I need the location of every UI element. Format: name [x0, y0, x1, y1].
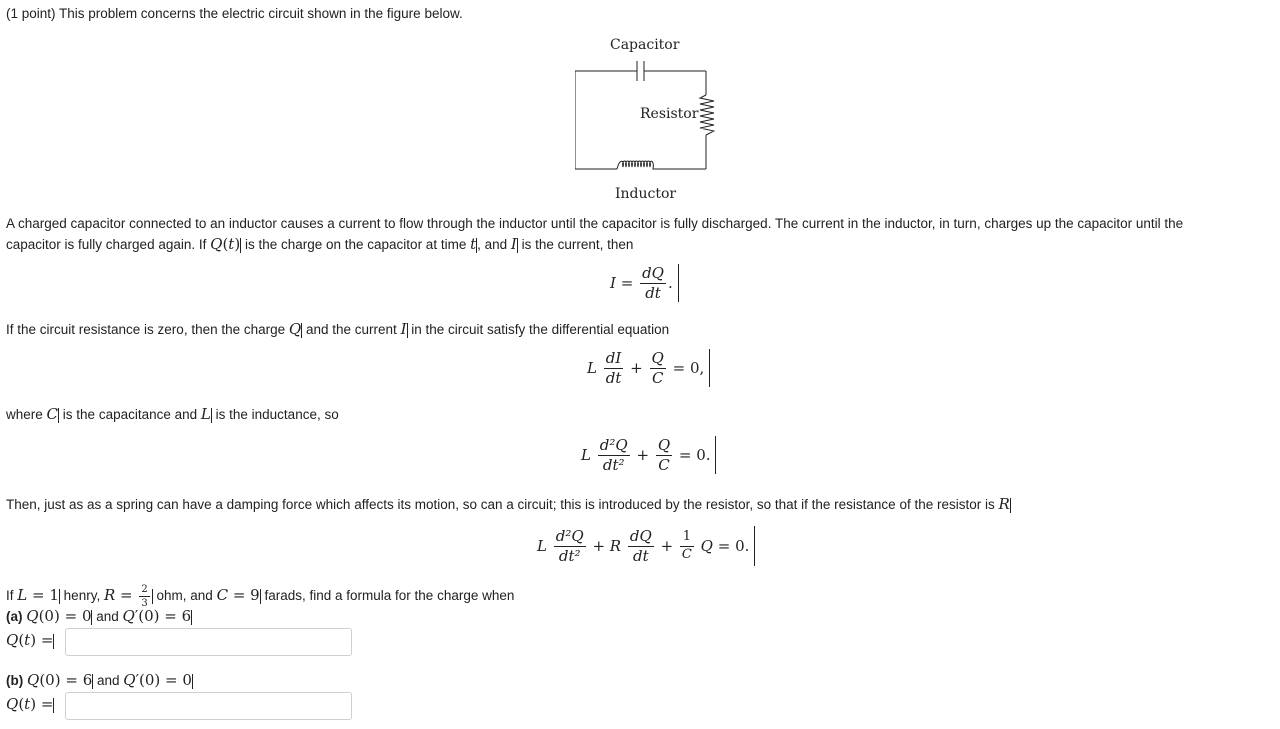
where-b: is the capacitance and — [62, 407, 198, 422]
part-a-answer-label: Q(t) = — [6, 631, 54, 649]
capacitor-symbol — [637, 61, 644, 81]
inductor-symbol — [617, 161, 660, 169]
resistor-symbol — [700, 95, 714, 135]
part-a-Qp0: 6 — [181, 607, 192, 625]
given-values: If L = 1 henry, R = $\frac{2}{3}$ ohm, and C = 9 farads, find a formula for the charge when — [6, 584, 515, 609]
given-henry: henry, — [63, 588, 101, 604]
answer-input-b[interactable] — [65, 692, 352, 720]
problem-header: (1 point) This problem concerns the electric circuit shown in the figure below. — [6, 6, 463, 21]
equation-current: I = $\frac{dQ}{dt}$ . — [610, 264, 679, 302]
where-c: is the inductance, so — [215, 407, 339, 422]
intro-line-1: A charged capacitor connected to an inductor causes a current to flow through the inductor until the capacitor is fully discharged. The current in the inductor, in turn, charges up the capacitor until the — [6, 216, 1184, 231]
intro-2c: , and — [477, 237, 508, 252]
part-a-label: (a) — [6, 609, 23, 624]
part-a-Q0: 0 — [81, 607, 92, 625]
equation-second-order: L $\frac{\text{d²Q}}{\text{dt²}}$ + $\frac{Q}{C}$ = 0. — [581, 436, 716, 474]
equation-rlc: L $\frac{\text{d²Q}}{\text{dt²}}$ + R $\frac{dQ}{dt}$ + $\frac{1}{C}$ Q = 0. — [537, 526, 755, 566]
intro-2d: is the current, then — [521, 237, 634, 252]
answer-input-a[interactable] — [65, 628, 352, 656]
part-b-label: (b) — [6, 673, 24, 688]
where-text: where C is the capacitance and L is the inductance, so — [6, 405, 339, 423]
zero-resistance-text: If the circuit resistance is zero, then the charge Q and the current I in the circuit satisfy the differential equation — [6, 320, 670, 338]
resistor-label: Resistor — [640, 106, 699, 122]
circuit-figure — [575, 37, 715, 202]
part-a-and: and — [96, 609, 119, 624]
intro-2b: is the charge on the capacitor at time — [244, 237, 467, 252]
zero-res-c: in the circuit satisfy the differential equation — [411, 322, 670, 337]
damping-text: Then, just as as a spring can have a damping force which affects its motion, so can a circuit; this is introduced by the resistor, so that if the resistance of the resistor is R — [6, 495, 1010, 513]
part-a-conditions: (a) Q(0) = 0 and Q′(0) = 6 — [6, 607, 192, 625]
part-b-answer-label: Q(t) = — [6, 695, 54, 713]
damping-a: Then, just as as a spring can have a damping force which affects its motion, so can a circuit; this is introduced by the resistor, so that if the resistance of the resistor is — [6, 497, 995, 512]
given-farads: farads, find a formula for the charge when — [264, 588, 515, 604]
equation-lc: L $\frac{dI}{dt}$ + $\frac{Q}{C}$ = 0, — [587, 349, 710, 387]
given-if: If — [6, 588, 14, 604]
zero-res-b: and the current — [305, 322, 397, 337]
zero-res-a: If the circuit resistance is zero, then the charge — [6, 322, 286, 337]
part-b-Q0: 6 — [82, 671, 93, 689]
part-b-and: and — [97, 673, 120, 688]
part-b-conditions: (b) Q(0) = 6 and Q′(0) = 0 — [6, 671, 192, 689]
intro-line-2: capacitor is fully charged again. If Q(t) is the charge on the capacitor at time t, and I is the current, then — [6, 235, 634, 253]
capacitor-label: Capacitor — [610, 37, 680, 53]
given-C-value: 9 — [250, 586, 260, 605]
inductor-label: Inductor — [615, 186, 677, 202]
part-b-Qp0: 0 — [182, 671, 192, 689]
given-ohm: ohm, and — [156, 588, 213, 604]
where-a: where — [6, 407, 43, 422]
intro-2a: capacitor is fully charged again. If — [6, 237, 207, 252]
given-L-value: 1 — [49, 586, 59, 605]
